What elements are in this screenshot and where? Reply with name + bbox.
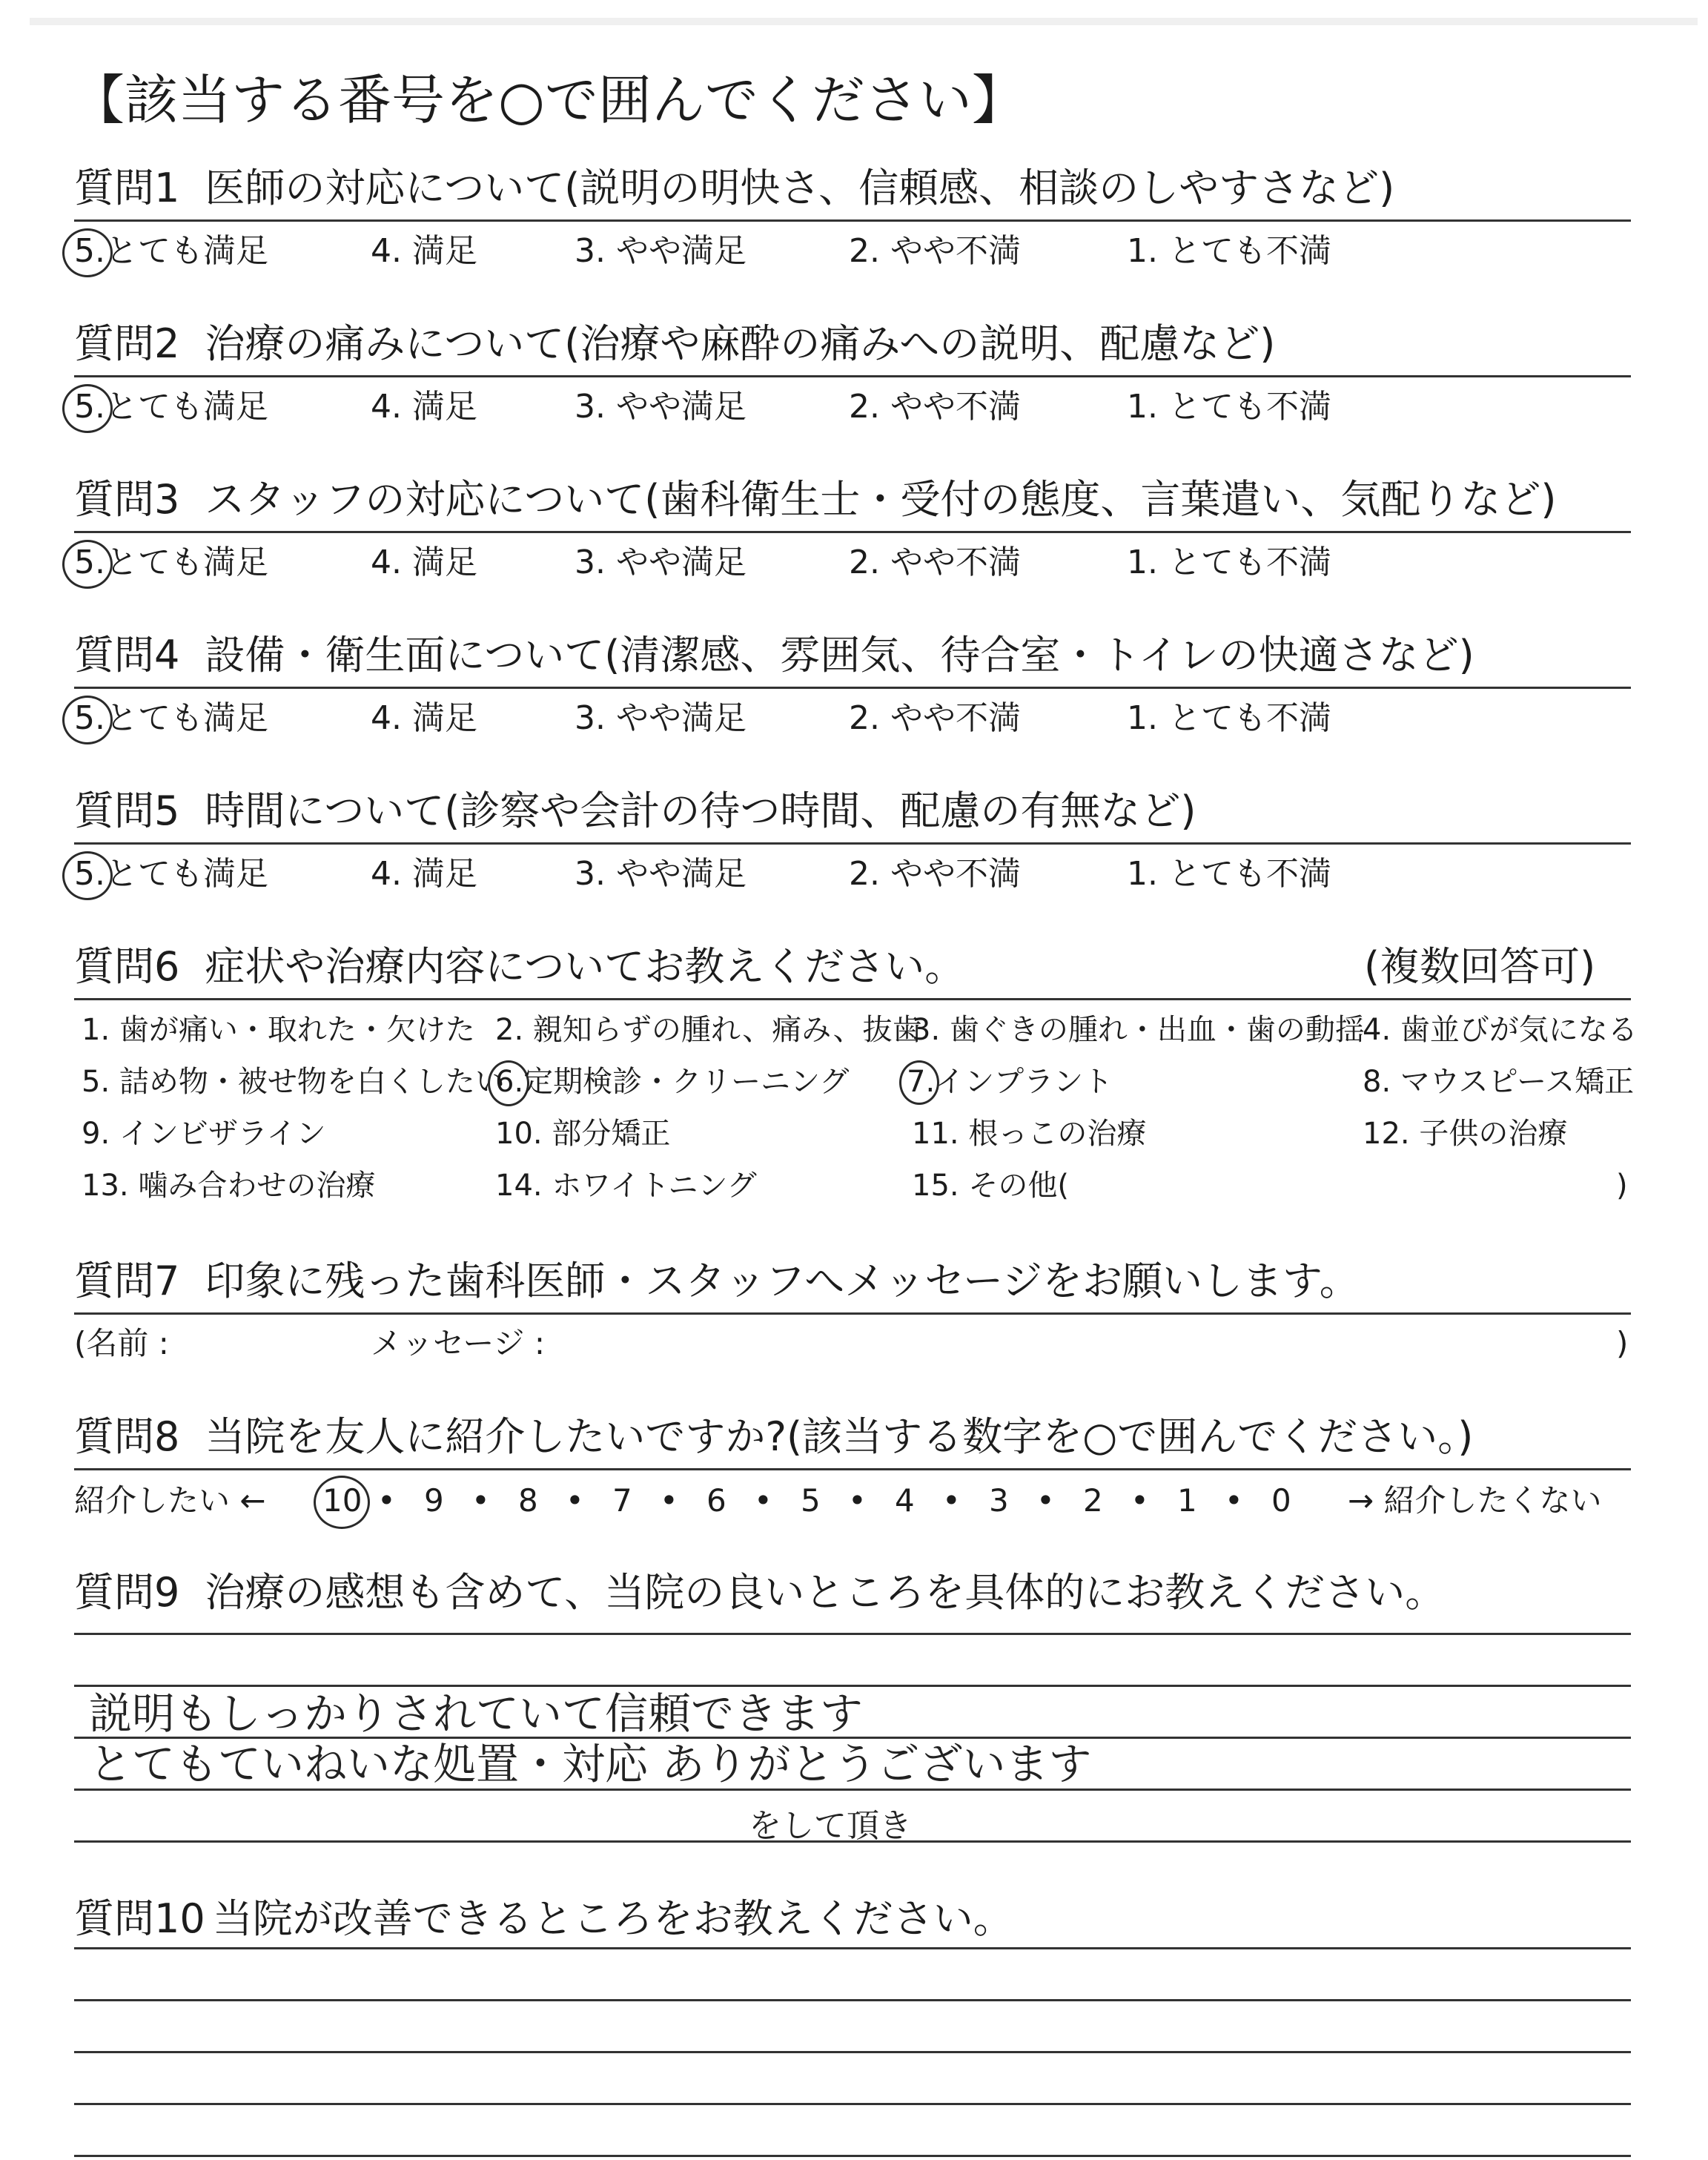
question-text: 治療の感想も含めて、当院の良いところを具体的にお教えください。: [205, 1569, 1446, 1616]
handwritten-answer-line-1: 説明もしっかりされていて信頼できます: [89, 1688, 864, 1739]
question-number: 質問2: [74, 320, 180, 367]
option-1[interactable]: 1. とても不満: [1127, 544, 1331, 581]
scale-separator: •: [471, 1482, 490, 1519]
scale-value-0[interactable]: 0: [1271, 1482, 1291, 1519]
scale-separator: •: [942, 1482, 961, 1519]
question-title: [74, 1413, 1473, 1461]
question-title: [74, 1895, 1013, 1943]
question-rule: [74, 687, 1631, 689]
question-number: 質問9: [74, 1569, 180, 1616]
question-rule: [74, 1468, 1631, 1470]
question-number: 質問7: [74, 1258, 180, 1304]
option-5[interactable]: 5.とても満足: [74, 855, 268, 893]
answer-line: [74, 2103, 1631, 2105]
scale-value-7[interactable]: 7: [612, 1482, 632, 1519]
option-1[interactable]: 1. とても不満: [1127, 232, 1331, 270]
answer-circle-mark: [314, 1476, 370, 1529]
scale-separator: •: [1225, 1482, 1243, 1519]
question-rule: [74, 842, 1631, 845]
other-close-paren: ): [1616, 1169, 1628, 1203]
scale-separator: •: [848, 1482, 867, 1519]
question-text: 症状や治療内容についてお教えください。: [205, 943, 965, 990]
treatment-item-2[interactable]: 2. 親知らずの腫れ、痛み、抜歯: [495, 1013, 922, 1047]
option-4[interactable]: 4. 満足: [371, 699, 477, 737]
scale-separator: •: [566, 1482, 584, 1519]
question-rule: [74, 998, 1631, 1000]
question-text: 医師の対応について(説明の明快さ、信頼感、相談のしやすさなど): [205, 165, 1395, 211]
treatment-item-13[interactable]: 13. 噛み合わせの治療: [82, 1169, 376, 1203]
treatment-item-4[interactable]: 4. 歯並びが気になる: [1363, 1013, 1638, 1047]
question-rule: [74, 219, 1631, 222]
scale-value-2[interactable]: 2: [1083, 1482, 1103, 1519]
option-1[interactable]: 1. とても不満: [1127, 388, 1331, 426]
multiple-answer-note: (複数回答可): [1364, 943, 1596, 990]
question-title: [74, 320, 1275, 368]
recommend-label: 紹介したい ←: [74, 1482, 266, 1519]
question-title: [74, 943, 1596, 991]
treatment-item-8[interactable]: 8. マウスピース矯正: [1363, 1065, 1635, 1099]
question-title: [74, 1569, 1445, 1616]
option-4[interactable]: 4. 満足: [371, 388, 477, 426]
question-title: [74, 1258, 1360, 1305]
question-text: スタッフの対応について(歯科衛生士・受付の態度、言葉遣い、気配りなど): [205, 476, 1557, 523]
scale-separator: •: [1036, 1482, 1055, 1519]
question-rule: [74, 1312, 1631, 1315]
treatment-item-5[interactable]: 5. 詰め物・被せ物を白くしたい: [82, 1065, 505, 1099]
option-1[interactable]: 1. とても不満: [1127, 855, 1331, 893]
option-5[interactable]: 5.とても満足: [74, 699, 268, 737]
scale-value-3[interactable]: 3: [989, 1482, 1009, 1519]
question-number: 質問3: [74, 476, 180, 523]
option-3[interactable]: 3. やや満足: [575, 855, 747, 893]
question-number: 質問4: [74, 632, 180, 678]
answer-line: [74, 1685, 1631, 1687]
message-label: メッセージ :: [371, 1325, 545, 1361]
question-number: 質問8: [74, 1413, 180, 1460]
option-4[interactable]: 4. 満足: [371, 855, 477, 893]
scale-value-9[interactable]: 9: [424, 1482, 444, 1519]
answer-line: [74, 1947, 1631, 1949]
question-text: 印象に残った歯科医師・スタッフへメッセージをお願いします。: [205, 1258, 1360, 1304]
question-title: [74, 476, 1556, 524]
name-label: (名前 :: [74, 1325, 169, 1361]
treatment-item-12[interactable]: 12. 子供の治療: [1363, 1117, 1568, 1151]
question-rule: [74, 531, 1631, 533]
option-2[interactable]: 2. やや不満: [849, 544, 1021, 581]
option-3[interactable]: 3. やや満足: [575, 232, 747, 270]
scale-separator: •: [754, 1482, 772, 1519]
form-header: 【該当する番号を○で囲んでください】: [71, 69, 1025, 131]
scale-value-8[interactable]: 8: [518, 1482, 538, 1519]
handwritten-insertion: をして頂き: [749, 1807, 912, 1845]
answer-line: [74, 1999, 1631, 2001]
scale-value-1[interactable]: 1: [1177, 1482, 1197, 1519]
question-number: 質問1: [74, 165, 180, 211]
question-title: [74, 632, 1474, 679]
option-2[interactable]: 2. やや不満: [849, 232, 1021, 270]
scale-value-6[interactable]: 6: [706, 1482, 726, 1519]
scale-value-4[interactable]: 4: [895, 1482, 915, 1519]
treatment-item-7[interactable]: 7.インプラント: [907, 1065, 1113, 1099]
scale-value-10[interactable]: 10: [322, 1482, 363, 1519]
treatment-item-6[interactable]: 6.定期検診・クリーニング: [495, 1065, 850, 1099]
option-3[interactable]: 3. やや満足: [575, 699, 747, 737]
option-5[interactable]: 5.とても満足: [74, 388, 268, 426]
answer-line: [74, 1633, 1631, 1635]
message-close-paren: ): [1616, 1325, 1629, 1361]
question-text: 当院を友人に紹介したいですか?(該当する数字を○で囲んでください。): [205, 1413, 1474, 1460]
option-3[interactable]: 3. やや満足: [575, 388, 747, 426]
treatment-item-10[interactable]: 10. 部分矯正: [495, 1117, 671, 1151]
question-text: 設備・衛生面について(清潔感、雰囲気、待合室・トイレの快適さなど): [205, 632, 1474, 678]
question-number: 質問10: [74, 1895, 205, 1942]
question-text: 治療の痛みについて(治療や麻酔の痛みへの説明、配慮など): [205, 320, 1276, 367]
answer-line: [74, 2051, 1631, 2053]
scale-value-5[interactable]: 5: [801, 1482, 821, 1519]
answer-line: [74, 2155, 1631, 2157]
treatment-item-3[interactable]: 3. 歯ぐきの腫れ・出血・歯の動揺: [912, 1013, 1365, 1047]
treatment-item-14[interactable]: 14. ホワイトニング: [495, 1169, 757, 1203]
question-text: 当院が改善できるところをお教えください。: [212, 1895, 1013, 1942]
treatment-item-1[interactable]: 1. 歯が痛い・取れた・欠けた: [82, 1013, 475, 1047]
not-recommend-label: → 紹介したくない: [1348, 1482, 1602, 1519]
option-5[interactable]: 5.とても満足: [74, 544, 268, 581]
option-4[interactable]: 4. 満足: [371, 544, 477, 581]
treatment-item-11[interactable]: 11. 根っこの治療: [912, 1117, 1147, 1151]
option-3[interactable]: 3. やや満足: [575, 544, 747, 581]
question-number: 質問5: [74, 787, 180, 834]
option-2[interactable]: 2. やや不満: [849, 855, 1021, 893]
treatment-item-9[interactable]: 9. インビザライン: [82, 1117, 326, 1151]
option-4[interactable]: 4. 満足: [371, 232, 477, 270]
scan-top-edge: [30, 18, 1698, 25]
question-number: 質問6: [74, 943, 180, 990]
scale-separator: •: [1131, 1482, 1149, 1519]
question-title: [74, 165, 1394, 212]
question-title: [74, 787, 1196, 835]
scale-separator: •: [377, 1482, 396, 1519]
option-1[interactable]: 1. とても不満: [1127, 699, 1331, 737]
treatment-item-15[interactable]: 15. その他(: [912, 1169, 1069, 1203]
option-2[interactable]: 2. やや不満: [849, 699, 1021, 737]
question-rule: [74, 375, 1631, 377]
scale-separator: •: [660, 1482, 678, 1519]
option-2[interactable]: 2. やや不満: [849, 388, 1021, 426]
option-5[interactable]: 5.とても満足: [74, 232, 268, 270]
question-text: 時間について(診察や会計の待つ時間、配慮の有無など): [205, 787, 1196, 834]
handwritten-answer-line-2: とてもていねいな処置・対応 ありがとうございます: [89, 1739, 1092, 1789]
